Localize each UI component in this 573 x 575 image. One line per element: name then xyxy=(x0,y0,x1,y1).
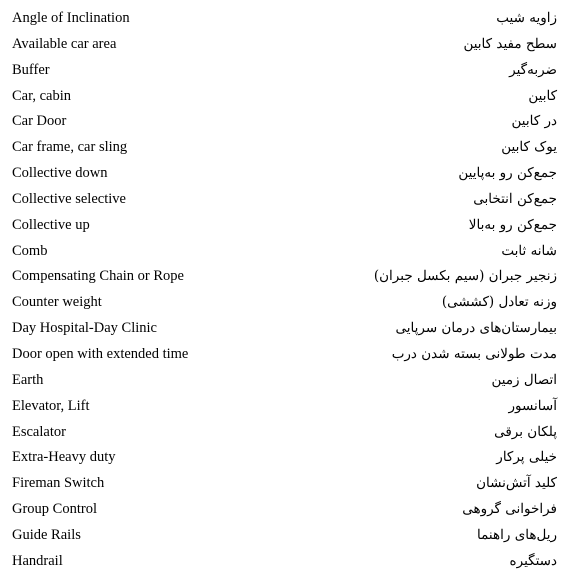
english-term: Collective down xyxy=(12,165,108,182)
english-term: Guide Rails xyxy=(12,526,81,543)
persian-term: مدت طولانی بسته شدن درب xyxy=(391,345,557,362)
glossary-row xyxy=(0,342,573,368)
persian-term: یوک کابین xyxy=(501,139,557,156)
glossary-row xyxy=(0,471,573,497)
english-term: Available car area xyxy=(12,35,117,52)
persian-term: زنجیر جبران (سیم بکسل جبران) xyxy=(373,268,557,285)
persian-term: خیلی پرکار xyxy=(496,449,557,466)
persian-term: زاویه شیب xyxy=(496,10,557,26)
english-term: Car frame, car sling xyxy=(12,139,128,156)
persian-term: آسانسور xyxy=(508,397,557,414)
english-term: Collective selective xyxy=(12,190,126,207)
persian-term: وزنه تعادل (کششی) xyxy=(441,294,557,311)
glossary-row xyxy=(0,6,573,32)
english-term: Fireman Switch xyxy=(12,475,105,492)
english-term: Group Control xyxy=(12,501,97,518)
persian-term: کابین xyxy=(528,87,557,104)
persian-term: اتصال زمین xyxy=(491,371,557,388)
glossary-row xyxy=(0,213,573,239)
glossary-row xyxy=(0,84,573,110)
glossary-row xyxy=(0,420,573,446)
glossary-row xyxy=(0,394,573,420)
english-term: Earth xyxy=(12,371,44,388)
persian-term: شانه ثابت xyxy=(501,242,557,259)
persian-term: در کابین xyxy=(511,113,557,130)
persian-term: ریل‌های راهنما xyxy=(477,526,557,543)
glossary-row xyxy=(0,316,573,342)
persian-term: پلکان برقی xyxy=(494,423,557,440)
english-term: Buffer xyxy=(12,61,50,78)
glossary-row xyxy=(0,368,573,394)
glossary-row xyxy=(0,549,573,575)
english-term: Door open with extended time xyxy=(12,345,189,362)
persian-term: کلید آتش‌نشان xyxy=(476,475,557,492)
glossary-row xyxy=(0,264,573,290)
english-term: Counter weight xyxy=(12,294,102,311)
glossary-row xyxy=(0,290,573,316)
glossary-row xyxy=(0,32,573,58)
glossary-row xyxy=(0,497,573,523)
english-term: Compensating Chain or Rope xyxy=(12,268,184,285)
english-term: Handrail xyxy=(12,552,63,569)
glossary-row xyxy=(0,135,573,161)
glossary-row xyxy=(0,161,573,187)
english-term: Car Door xyxy=(12,113,67,130)
english-term: Angle of Inclination xyxy=(12,10,130,26)
glossary-row xyxy=(0,523,573,549)
persian-term: دستگیره xyxy=(509,552,557,569)
persian-term: ضربه‌گیر xyxy=(509,61,557,78)
english-term: Elevator, Lift xyxy=(12,397,90,414)
english-term: Escalator xyxy=(12,423,66,440)
persian-term: جمع‌کن رو به‌پایین xyxy=(458,165,557,182)
persian-term: فراخوانی گروهی xyxy=(462,501,557,518)
english-term: Car, cabin xyxy=(12,87,72,104)
persian-term: بیمارستان‌های درمان سرپایی xyxy=(395,320,557,337)
english-term: Day Hospital-Day Clinic xyxy=(12,320,157,337)
persian-term: سطح مفید کابین xyxy=(463,35,557,52)
glossary-row xyxy=(0,109,573,135)
glossary-row xyxy=(0,187,573,213)
glossary-row xyxy=(0,445,573,471)
persian-term: جمع‌کن رو به‌بالا xyxy=(468,216,557,233)
english-term: Extra-Heavy duty xyxy=(12,449,116,466)
persian-term: جمع‌کن انتخابی xyxy=(473,190,557,207)
english-term: Comb xyxy=(12,242,48,259)
glossary-row xyxy=(0,239,573,265)
glossary-table xyxy=(0,6,573,575)
english-term: Collective up xyxy=(12,216,90,233)
glossary-row xyxy=(0,58,573,84)
